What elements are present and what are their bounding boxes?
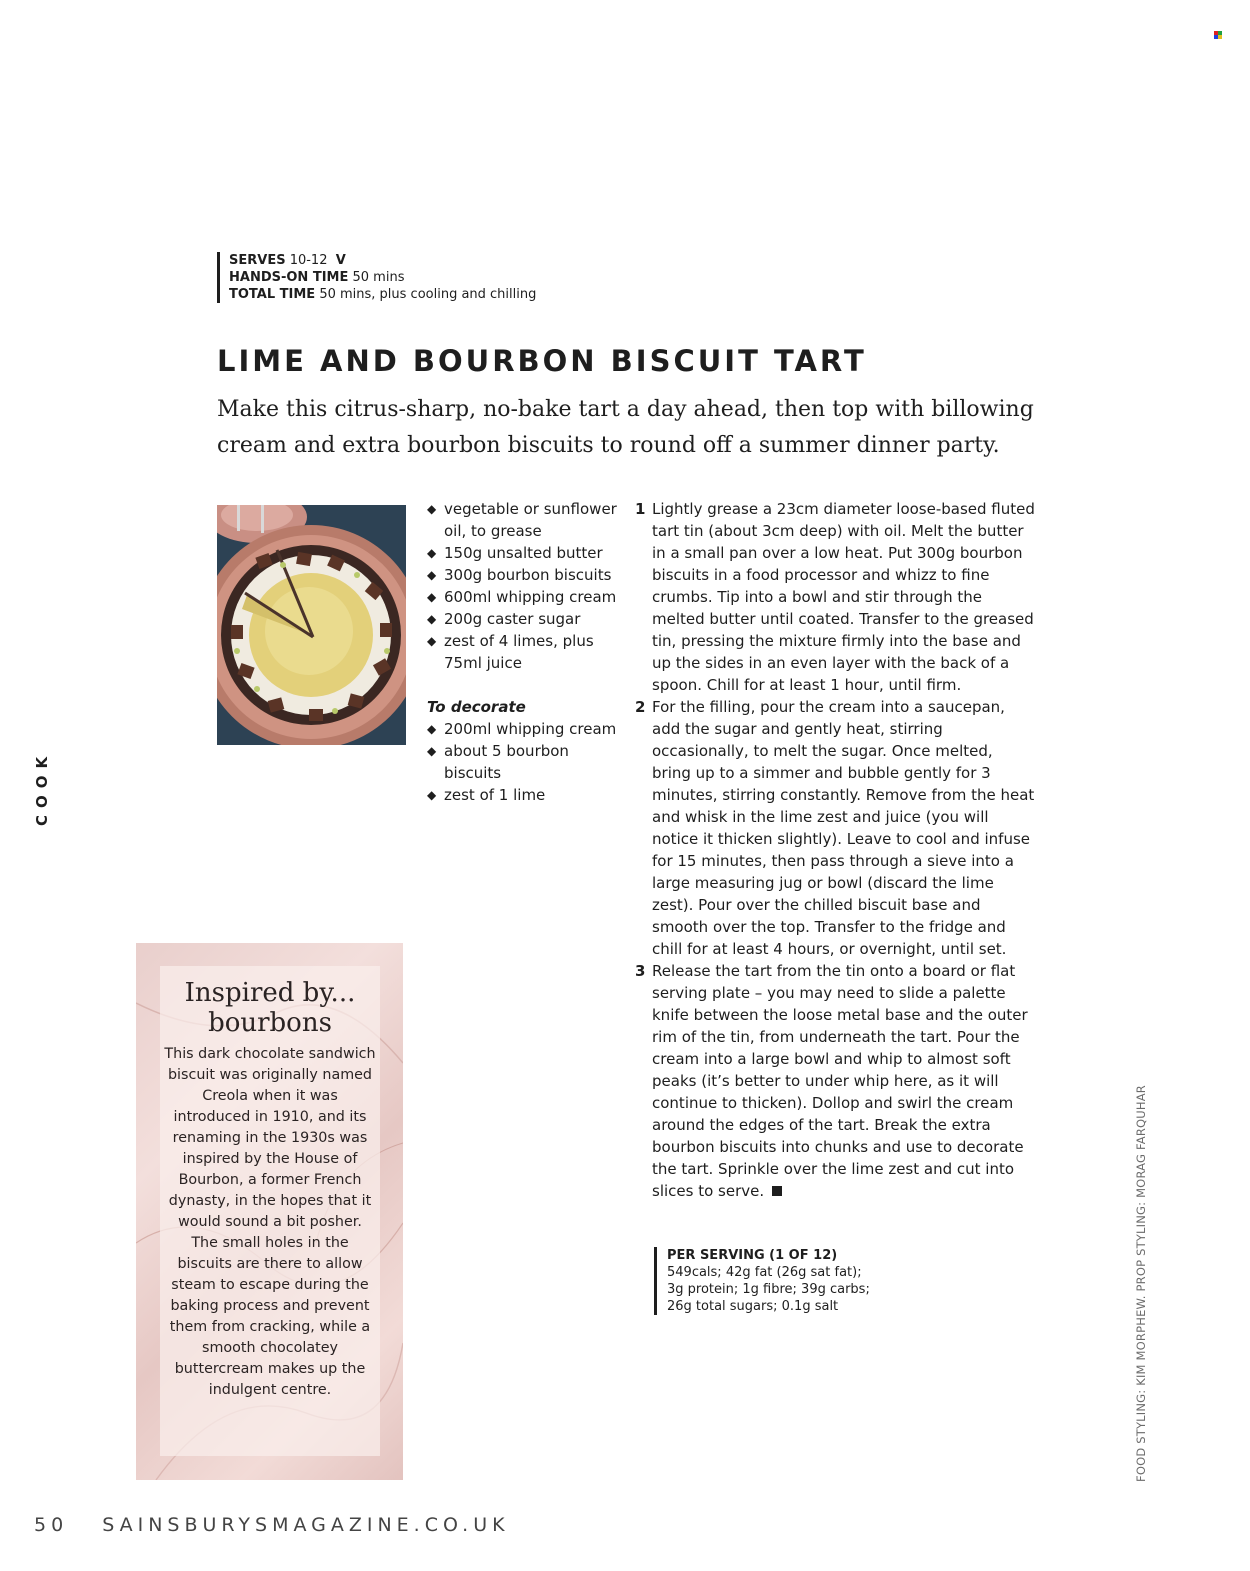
step-number: 3 bbox=[635, 962, 646, 980]
hands-on-value: 50 mins bbox=[352, 270, 405, 285]
sidebar-panel bbox=[136, 943, 403, 1480]
ingredient-item: ◆ zest of 4 limes, plus 75ml juice bbox=[427, 632, 594, 672]
recipe-intro: Make this citrus-sharp, no-bake tart a day ahead, then top with billowing cream and extra bourbon biscuits to round off a summer dinner party. bbox=[217, 397, 1034, 458]
ingredient-item: ◆ vegetable or sunflower oil, to grease bbox=[427, 500, 617, 540]
nutrition-line: 549cals; 42g fat (26g sat fat); bbox=[667, 1265, 862, 1280]
step-text: Lightly grease a 23cm diameter loose-based fluted tart tin (about 3cm deep) with oil. Melt the butter in a small pan over a low heat. Put 300g bourbon biscuits in a food processor and whizz to fine crumbs. Tip into a bowl and stir through the melted butter until coated. Transfer to the greased tin, pressing the mixture firmly into the base and up the sides in an even layer with the back of a spoon. Chill for at least 1 hour, until firm. bbox=[652, 500, 1035, 694]
ingredient-item: ◆ 300g bourbon biscuits bbox=[427, 566, 612, 584]
styling-credit: FOOD STYLING: KIM MORPHEW. PROP STYLING: MORAG FARQUHAR bbox=[1134, 1085, 1148, 1482]
diamond-bullet-icon: ◆ bbox=[427, 634, 437, 648]
diamond-bullet-icon: ◆ bbox=[427, 502, 437, 516]
registration-mark-icon bbox=[1214, 31, 1222, 39]
decorate-heading: To decorate bbox=[427, 698, 526, 716]
sidebar-title: Inspired by... bourbons bbox=[184, 978, 356, 1038]
tart-photo bbox=[217, 505, 406, 745]
diamond-bullet-icon: ◆ bbox=[427, 590, 437, 604]
ingredient-item: ◆ 200ml whipping cream bbox=[427, 720, 617, 738]
vegetarian-badge: V bbox=[335, 253, 346, 268]
nutrition-line: 26g total sugars; 0.1g salt bbox=[667, 1299, 839, 1314]
nutrition-info bbox=[654, 1247, 870, 1315]
ingredients-list bbox=[427, 498, 617, 806]
diamond-bullet-icon: ◆ bbox=[427, 722, 437, 736]
step-text: For the filling, pour the cream into a saucepan, add the sugar and gently heat, stirring occasionally, to melt the sugar. Once melted, bring up to a simmer and bubble gently for 3 minutes, stirring constantly. Remove from the heat and whisk in the lime zest and juice (you will notice it thicken slightly). Leave to cool and infuse for 15 minutes, then pass through a sieve into a large measuring jug or bowl (discard the lime zest). Pour over the chilled biscuit base and smooth over the top. Transfer to the fridge and chill for at least 4 hours, or overnight, until set. bbox=[652, 698, 1035, 958]
total-time-value: 50 mins, plus cooling and chilling bbox=[319, 287, 537, 302]
diamond-bullet-icon: ◆ bbox=[427, 788, 437, 802]
page-number: 50 bbox=[34, 1514, 69, 1536]
diamond-bullet-icon: ◆ bbox=[427, 744, 437, 758]
serves-value: 10-12 bbox=[289, 253, 328, 268]
sidebar-content bbox=[160, 966, 380, 1456]
total-time-label: TOTAL TIME bbox=[229, 287, 316, 302]
serves-label: SERVES bbox=[229, 253, 286, 268]
end-mark-icon bbox=[772, 1186, 782, 1196]
diamond-bullet-icon: ◆ bbox=[427, 612, 437, 626]
section-label: COOK bbox=[33, 749, 51, 826]
diamond-bullet-icon: ◆ bbox=[427, 568, 437, 582]
recipe-meta bbox=[217, 252, 536, 303]
step-number: 2 bbox=[635, 698, 646, 716]
method-steps bbox=[635, 498, 1035, 1202]
step-number: 1 bbox=[635, 500, 646, 518]
method-step bbox=[635, 960, 1035, 1202]
ingredient-item: ◆ 150g unsalted butter bbox=[427, 544, 603, 562]
ingredient-item: ◆ zest of 1 lime bbox=[427, 786, 546, 804]
hands-on-label: HANDS-ON TIME bbox=[229, 270, 349, 285]
recipe-title: LIME AND BOURBON BISCUIT TART bbox=[217, 344, 867, 378]
nutrition-heading: PER SERVING (1 OF 12) bbox=[667, 1248, 838, 1263]
nutrition-line: 3g protein; 1g fibre; 39g carbs; bbox=[667, 1282, 870, 1297]
method-step bbox=[635, 696, 1035, 960]
ingredient-item: ◆ about 5 bourbon biscuits bbox=[427, 742, 569, 782]
step-text: Release the tart from the tin onto a board or flat serving plate – you may need to slide a palette knife between the loose metal base and the outer rim of the tin, from underneath the tart. Pour the cream into a large bowl and whip to almost soft peaks (it’s better to under whip here, as it will continue to thicken). Dollop and swirl the cream around the edges of the tart. Break the extra bourbon biscuits into chunks and use to decorate the tart. Sprinkle over the lime zest and cut into slices to serve. bbox=[652, 962, 1028, 1200]
ingredient-item: ◆ 600ml whipping cream bbox=[427, 588, 617, 606]
diamond-bullet-icon: ◆ bbox=[427, 546, 437, 560]
website-link[interactable]: SAINSBURYSMAGAZINE.CO.UK bbox=[102, 1514, 510, 1536]
page-footer bbox=[34, 1514, 510, 1536]
sidebar-text: This dark chocolate sandwich biscuit was originally named Creola when it was introduced in 1910, and its renaming in the 1930s was inspired by the House of Bourbon, a former French dynasty, in the hopes that it would sound a bit posher. The small holes in the biscuits are there to allow steam to escape during the baking process and prevent them from cracking, while a smooth chocolatey buttercream makes up the indulgent centre. bbox=[164, 1046, 376, 1398]
ingredient-item: ◆ 200g caster sugar bbox=[427, 610, 581, 628]
method-step bbox=[635, 498, 1035, 696]
